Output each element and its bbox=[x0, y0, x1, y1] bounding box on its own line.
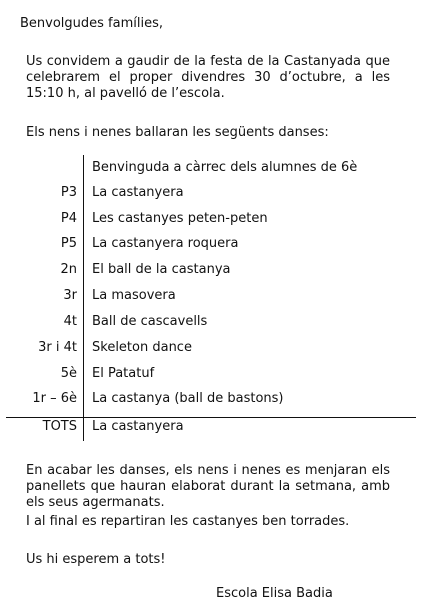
dance-name: El Patatuf bbox=[92, 366, 155, 381]
group-label: P3 bbox=[60, 185, 77, 200]
table-row bbox=[0, 160, 425, 176]
farewell: Us hi esperem a tots! bbox=[26, 552, 166, 567]
dance-name: La castanyera bbox=[92, 185, 184, 200]
table-row bbox=[0, 314, 425, 330]
table-row bbox=[0, 211, 425, 227]
dance-name: La castanyera bbox=[92, 419, 184, 434]
table-row bbox=[0, 366, 425, 382]
table-row bbox=[0, 185, 425, 201]
table-row bbox=[0, 340, 425, 356]
dance-name: Les castanyes peten-peten bbox=[92, 211, 268, 226]
group-label: 2n bbox=[60, 262, 77, 277]
table-row bbox=[0, 419, 425, 435]
dance-name: La masovera bbox=[92, 288, 176, 303]
table-row bbox=[0, 262, 425, 278]
signature: Escola Elisa Badia bbox=[216, 586, 333, 601]
closing-paragraph: En acabar les danses, els nens i nenes es menjaran els panellets que hauran elaborat durant la setmana, amb els seus agermanats. bbox=[26, 463, 390, 510]
group-label: 4t bbox=[63, 314, 77, 329]
group-label: 1r – 6è bbox=[32, 391, 77, 406]
group-label: P4 bbox=[60, 211, 77, 226]
dance-name: Benvinguda a càrrec dels alumnes de 6è bbox=[92, 160, 358, 175]
table-row bbox=[0, 288, 425, 304]
table-row bbox=[0, 391, 425, 407]
dance-program-table bbox=[0, 155, 425, 441]
dance-name: El ball de la castanya bbox=[92, 262, 231, 277]
dance-name: La castanya (ball de bastons) bbox=[92, 391, 284, 406]
dances-intro: Els nens i nenes ballaran les següents danses: bbox=[26, 125, 329, 140]
table-row bbox=[0, 236, 425, 252]
group-label: TOTS bbox=[42, 419, 77, 434]
final-line: I al final es repartiran les castanyes ben torrades. bbox=[26, 514, 350, 529]
group-label: 5è bbox=[60, 366, 77, 381]
dance-name: La castanyera roquera bbox=[92, 236, 239, 251]
group-label: 3r bbox=[63, 288, 77, 303]
dance-name: Ball de cascavells bbox=[92, 314, 208, 329]
group-label: 3r i 4t bbox=[38, 340, 77, 355]
table-horizontal-rule bbox=[6, 417, 416, 418]
invitation-paragraph: Us convidem a gaudir de la festa de la Castanyada que celebrarem el proper divendres 30 d’octubre, a les 15:10 h, al pavelló de l’escola. bbox=[26, 54, 390, 101]
greeting: Benvolgudes famílies, bbox=[20, 16, 164, 31]
dance-name: Skeleton dance bbox=[92, 340, 192, 355]
group-label: P5 bbox=[60, 236, 77, 251]
